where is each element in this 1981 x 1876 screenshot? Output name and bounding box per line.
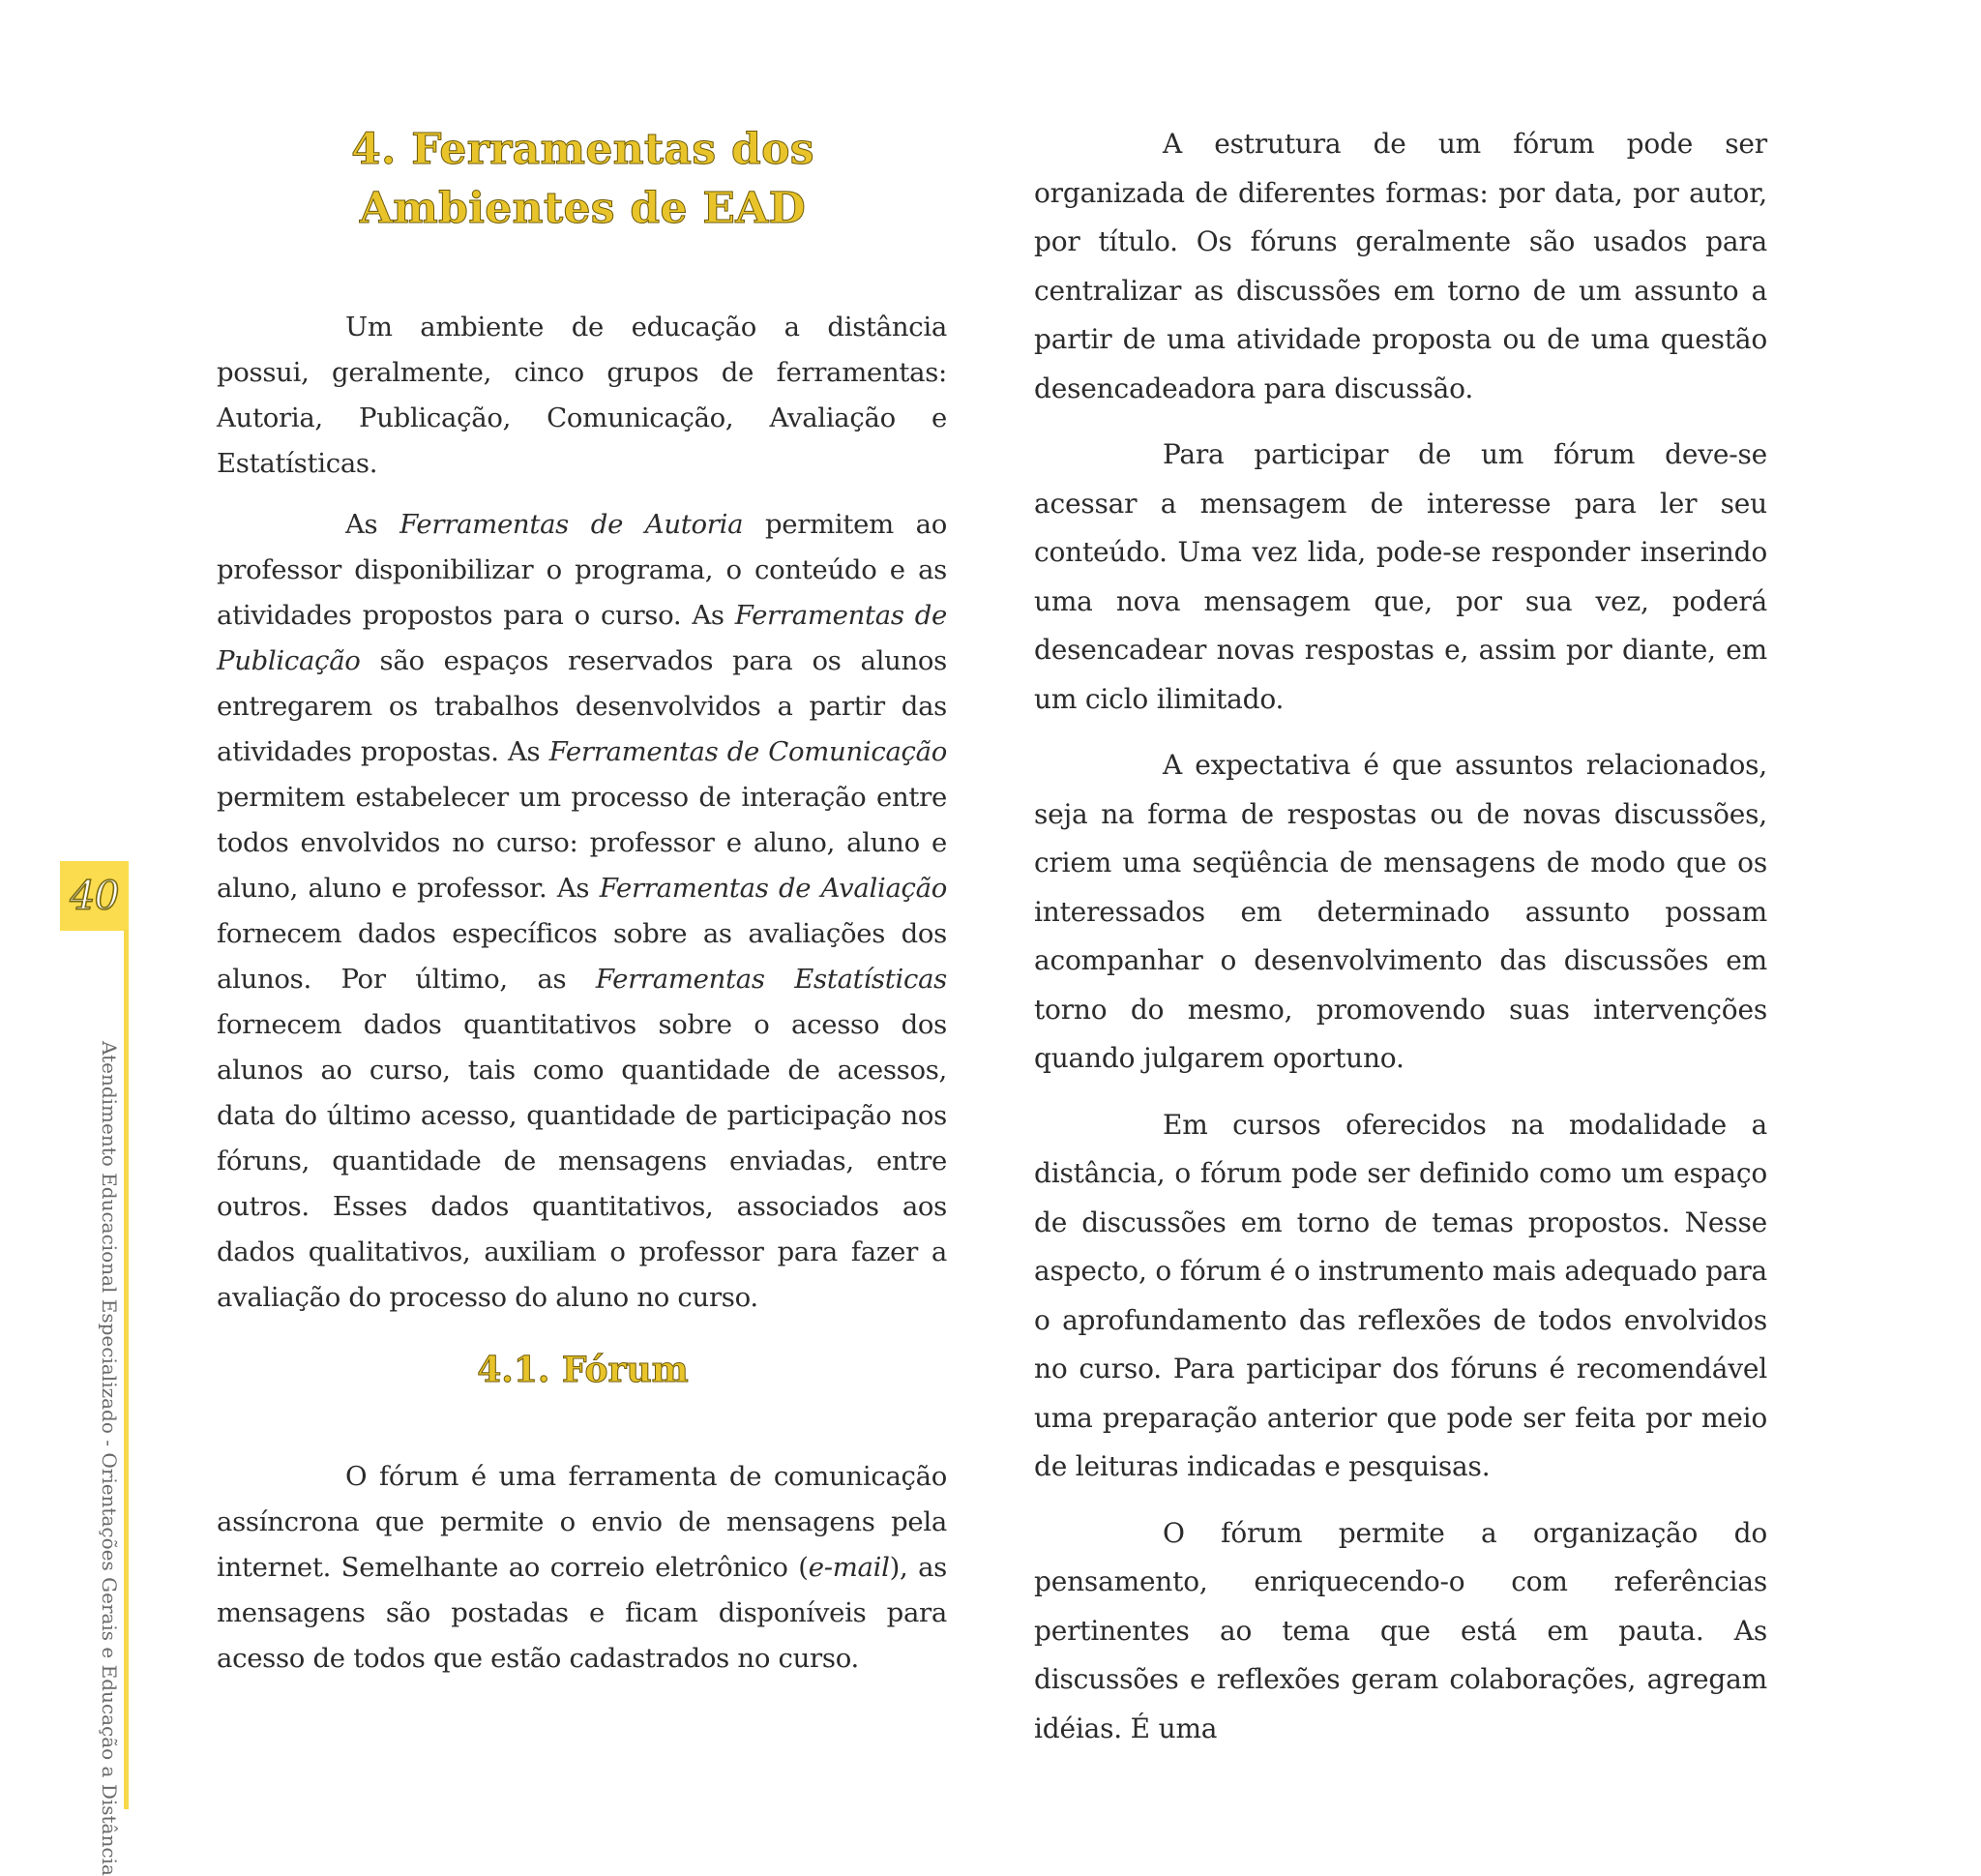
paragraph-tools: As Ferramentas de Autoria permitem ao professor disponibilizar o programa, o conteúdo e as atividades propostos para o curso. As Ferramentas de Publicação são espaços reservados para os alunos entregarem os trabalhos desenvolvidos a partir das atividades propostas. As Ferramentas de Comunicação permitem estabelecer um processo de interação entre todos envolvidos no curso: professor e aluno, aluno e aluno, aluno e professor. As Ferramentas de Avaliação fornecem dados específicos sobre as avaliações dos alunos. Por último, as Ferramentas Estatísticas fornecem dados quantitativos sobre o acesso dos alunos ao curso, tais como quantidade de acessos, data do último acesso, quantidade de participação nos fóruns, quantidade de mensagens enviadas, entre outros. Esses dados quantitativos, associados aos dados qualitativos, auxiliam o professor para fazer a avaliação do processo do aluno no curso. bbox=[217, 509, 948, 1313]
running-footer-vertical: Atendimento Educacional Especializado - Orientações Gerais e Educação a Distância bbox=[98, 1041, 121, 1876]
paragraph-forum-distance: Em cursos oferecidos na modalidade a distância, o fórum pode ser definido como um espaço de discussões em torno de temas propostos. Nesse aspecto, o fórum é o instrumento mais adequado para o aprofundamento das reflexões de todos envolvidos no curso. Para participar dos fóruns é recomendável uma preparação anterior que pode ser feita por meio de leituras indicadas e pesquisas. bbox=[1034, 1108, 1767, 1482]
side-rule bbox=[124, 929, 129, 1809]
right-column bbox=[1034, 120, 1767, 1753]
paragraph-forum-participation: Para participar de um fórum deve-se acessar a mensagem de interesse para ler seu conteúdo. Uma vez lida, pode-se responder inserindo uma nova mensagem que, por sua vez, poderá desencadear novas respostas e, assim por diante, em um ciclo ilimitado. bbox=[1034, 438, 1767, 715]
paragraph-intro: Um ambiente de educação a distância possui, geralmente, cinco grupos de ferramentas: Autoria, Publicação, Comunicação, Avaliação e Estatísticas. bbox=[217, 312, 947, 479]
paragraph-forum-organization: O fórum permite a organização do pensamento, enriquecendo-o com referências pertinentes ao tema que está em pauta. As discussões e reflexões geram colaborações, agregam idéias. É uma bbox=[1034, 1516, 1767, 1744]
left-column-bottom bbox=[217, 1454, 947, 1682]
left-column-top bbox=[217, 305, 947, 1321]
section-heading: 4. Ferramentas dos Ambientes de EAD bbox=[351, 125, 814, 233]
paragraph-forum-structure: A estrutura de um fórum pode ser organizada de diferentes formas: por data, por autor, por título. Os fóruns geralmente são usados para centralizar as discussões em torno de um assunto a partir de uma atividade proposta ou de uma questão desencadeadora para discussão. bbox=[1034, 128, 1767, 404]
paragraph-forum-definition: O fórum é uma ferramenta de comunicação assíncrona que permite o envio de mensagens pela internet. Semelhante ao correio eletrônico (e-mail), as mensagens são postadas e ficam disponíveis para acesso de todos que estão cadastrados no curso. bbox=[217, 1461, 947, 1674]
page-number: 40 bbox=[70, 873, 119, 919]
page-number-tab bbox=[60, 861, 129, 931]
paragraph-forum-expectation: A expectativa é que assuntos relacionados, seja na forma de respostas ou de novas discussões, criem uma seqüência de mensagens de modo que os interessados em determinado assunto possam acompanhar o desenvolvimento das discussões em torno do mesmo, promovendo suas intervenções quando julgarem oportuno. bbox=[1034, 749, 1767, 1074]
subsection-heading: 4.1. Fórum bbox=[477, 1350, 689, 1390]
